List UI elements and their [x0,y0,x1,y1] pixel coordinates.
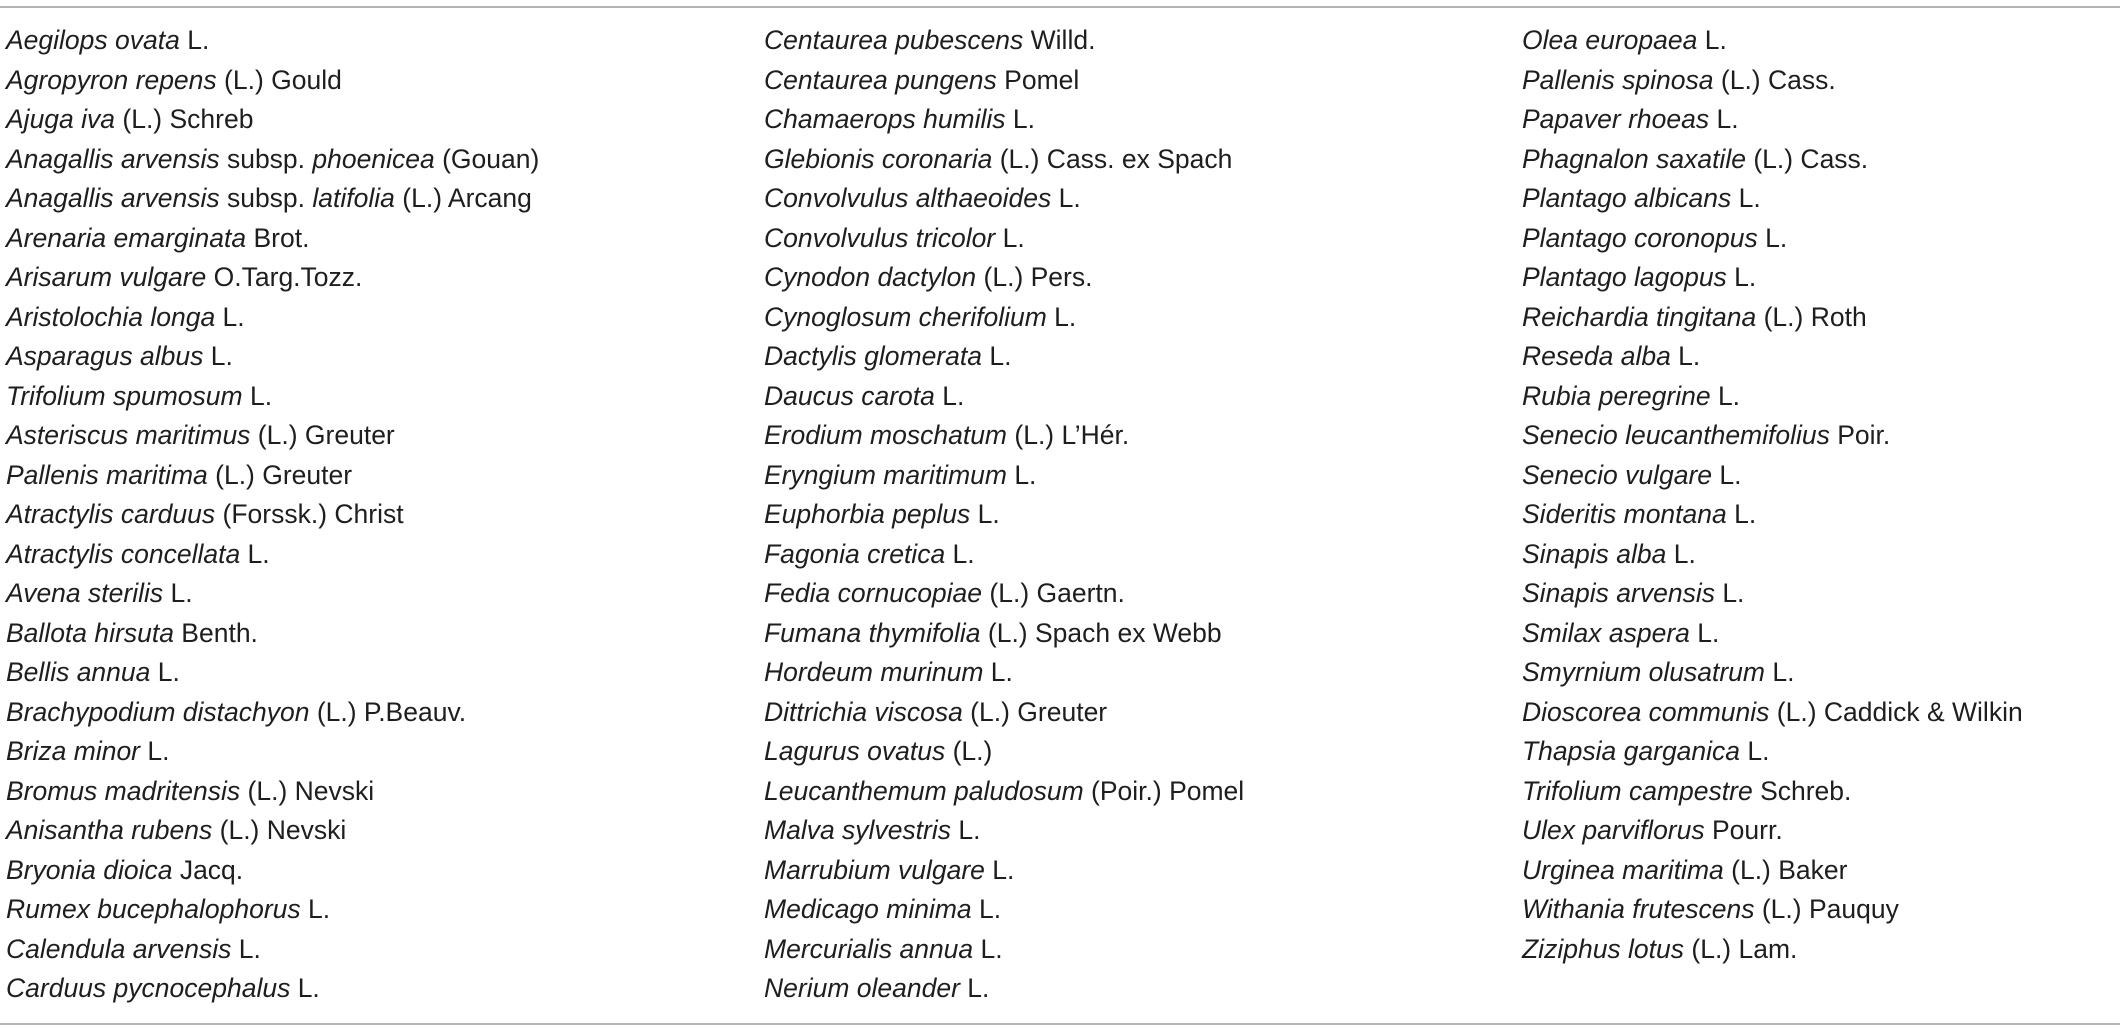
species-binomial: Withania frutescens [1522,894,1755,924]
species-authority: L. [1670,341,1701,371]
species-authority: L. [1726,262,1757,292]
species-entry [6,21,539,61]
species-entry [1522,653,2023,693]
species-binomial: Convolvulus althaeoides [764,183,1052,213]
species-binomial: Plantago albicans [1522,183,1732,213]
species-authority: Schreb. [1752,775,1852,806]
species-binomial: Phagnalon saxatile [1522,143,1746,174]
species-authority: L. [973,933,1003,964]
species-authority: (L.) Pers. [976,262,1093,292]
species-authority: L. [1046,301,1077,332]
species-authority: (L.) Roth [1756,301,1867,332]
species-binomial: Thapsia garganica [1522,736,1741,766]
species-binomial: Senecio leucanthemifolius [1522,420,1830,450]
species-binomial: Anagallis arvensis [6,183,220,213]
species-authority: (Poir.) Pomel [1083,775,1245,806]
species-authority: L. [290,973,320,1003]
species-entry [764,456,1244,496]
species-entry [6,298,539,338]
species-binomial: Pallenis maritima [6,459,208,490]
species-entry [764,693,1244,733]
species-entry [6,732,539,772]
species-entry [764,298,1244,338]
species-entry [764,535,1244,575]
species-entry [764,811,1244,851]
species-entry [1522,693,2023,733]
rank-marker: subsp. [219,183,313,213]
species-binomial: Euphorbia peplus [764,499,971,529]
species-binomial: Chamaerops humilis [764,104,1006,134]
species-entry [1522,614,2023,654]
species-binomial: Atractylis concellata [6,538,241,569]
species-binomial: Carduus pycnocephalus [6,973,291,1003]
species-authority: L. [995,222,1025,253]
species-entry [1522,495,2023,535]
species-binomial: Brachypodium distachyon [6,696,310,727]
species-authority: L. [1709,104,1739,134]
species-entry [6,614,539,654]
species-binomial: Bellis annua [6,657,151,687]
species-authority: L. [1666,538,1696,569]
species-authority: (L.) L’Hér. [1007,420,1130,450]
species-binomial: Briza minor [6,736,141,766]
species-authority: L. [934,380,965,411]
table-bottom-rule [0,1023,2120,1025]
species-binomial: Smyrnium olusatrum [1522,657,1765,687]
species-binomial: Atractylis carduus [6,499,216,529]
species-entry [764,219,1244,259]
species-binomial: Hordeum murinum [764,657,984,687]
species-entry [1522,179,2023,219]
species-authority: L. [1006,459,1037,490]
species-entry [1522,219,2023,259]
species-authority: (L.) P.Beauv. [309,696,467,727]
species-authority: Benth. [173,617,258,648]
species-binomial: Cynodon dactylon [764,262,977,292]
species-authority: O.Targ.Tozz. [206,262,363,292]
species-binomial: Pallenis spinosa [1522,64,1714,95]
species-entry [6,377,539,417]
species-entry [764,653,1244,693]
species-entry [764,969,1244,1009]
species-authority: (L.) Cass. ex Spach [992,143,1233,174]
species-binomial: Cynoglosum cherifolium [764,301,1047,332]
species-binomial: Malva sylvestris [764,815,952,845]
species-binomial: Sideritis montana [1522,499,1727,529]
species-binomial: Agropyron repens [6,64,217,95]
species-binomial: Reseda alba [1522,341,1671,371]
species-entry [764,495,1244,535]
species-binomial: Arisarum vulgare [6,262,207,292]
species-entry [764,337,1244,377]
species-authority: (Gouan) [434,143,540,174]
species-binomial: Fumana thymifolia [764,617,981,648]
species-binomial: Plantago coronopus [1522,222,1758,253]
species-authority: (L.) Greuter [962,696,1108,727]
species-authority: Brot. [246,222,310,253]
species-binomial: Ulex parviflorus [1522,815,1705,845]
species-binomial: Dioscorea communis [1522,696,1770,727]
species-entry [764,614,1244,654]
species-authority: (L.) Cass. [1713,64,1836,95]
species-authority: (L.) Gaertn. [982,578,1125,608]
species-entry [1522,574,2023,614]
infraspecific-epithet: latifolia [312,183,395,213]
species-binomial: Mercurialis annua [764,933,974,964]
species-entry [764,21,1244,61]
species-binomial: Ajuga iva [6,104,116,134]
species-binomial: Nerium oleander [764,973,960,1003]
species-authority: L. [984,854,1015,885]
species-binomial: Erodium moschatum [764,420,1008,450]
species-entry [1522,377,2023,417]
species-entry [6,456,539,496]
species-entry [1522,456,2023,496]
species-authority: L. [242,380,273,411]
species-binomial: Olea europaea [1522,25,1698,55]
species-authority: L. [959,973,990,1003]
species-binomial: Asparagus albus [6,341,204,371]
species-authority: L. [179,25,210,55]
species-entry [1522,140,2023,180]
species-authority: L. [240,538,270,569]
species-binomial: Daucus carota [764,380,935,411]
species-authority: (L.) Nevski [212,815,347,845]
species-entry [6,890,539,930]
species-authority: (L.) Caddick & Wilkin [1769,696,2023,727]
species-authority: L. [983,657,1013,687]
species-authority: (L.) Spach ex Webb [980,617,1222,648]
species-binomial: Asteriscus maritimus [6,420,251,450]
species-entry [764,416,1244,456]
species-authority: L. [971,894,1002,924]
species-entry [764,61,1244,101]
species-authority: L. [150,657,180,687]
species-authority: (L.) Greuter [207,459,353,490]
species-entry [6,811,539,851]
species-binomial: Convolvulus tricolor [764,222,996,253]
species-entry [6,100,539,140]
species-binomial: Papaver rhoeas [1522,104,1710,134]
species-entry [764,140,1244,180]
species-authority: L. [215,301,245,332]
species-binomial: Urginea maritima [1522,854,1724,885]
species-entry [6,179,539,219]
species-binomial: Centaurea pungens [764,64,997,95]
species-entry [1522,890,2023,930]
species-authority: L. [300,894,331,924]
species-authority: L. [140,736,170,766]
species-authority: L. [1740,736,1770,766]
species-authority: L. [1689,617,1720,648]
species-authority: (L.) Lam. [1684,933,1798,964]
species-entry [764,851,1244,891]
species-authority: (L.) Schreb [115,104,254,134]
species-entry [764,258,1244,298]
species-binomial: Aegilops ovata [6,25,180,55]
species-entry [6,535,539,575]
species-binomial: Eryngium maritimum [764,459,1007,490]
species-binomial: Fagonia cretica [764,538,946,569]
species-authority: (L.) Pauquy [1754,894,1899,924]
species-entry [1522,298,2023,338]
species-binomial: Arenaria emarginata [6,222,247,253]
species-entry [764,377,1244,417]
species-entry [1522,21,2023,61]
species-authority: (L.) Cass. [1745,143,1869,174]
species-binomial: Smilax aspera [1522,617,1690,648]
species-binomial: Centaurea pubescens [764,25,1024,55]
table-top-rule [0,6,2120,8]
species-authority: L. [1764,657,1795,687]
species-binomial: Reichardia tingitana [1522,301,1757,332]
species-entry [6,693,539,733]
species-authority: (L.) Gould [216,64,342,95]
species-entry [6,930,539,970]
species-entry [764,179,1244,219]
species-entry [6,61,539,101]
species-binomial: Medicago minima [764,894,972,924]
species-authority: L. [1714,578,1745,608]
species-authority: (Forssk.) Christ [215,499,404,529]
species-column-3 [1522,21,2023,969]
species-entry [1522,772,2023,812]
species-entry [6,219,539,259]
species-entry [1522,535,2023,575]
species-entry [6,337,539,377]
species-entry [764,930,1244,970]
species-entry [764,100,1244,140]
species-authority: (L.) [945,736,993,766]
species-binomial: Bryonia dioica [6,854,173,885]
species-column-2 [764,21,1244,1009]
species-entry [1522,258,2023,298]
species-binomial: Bromus madritensis [6,775,241,806]
species-authority: L. [231,933,261,964]
species-authority: Willd. [1023,25,1096,55]
rank-marker: subsp. [219,143,313,174]
species-authority: L. [1005,104,1036,134]
species-authority: L. [1757,222,1788,253]
species-authority: L. [951,815,981,845]
species-authority: L. [1731,183,1761,213]
species-binomial: Trifolium campestre [1522,775,1753,806]
species-entry [6,772,539,812]
species-entry [6,969,539,1009]
species-authority: L. [163,578,193,608]
species-entry [1522,851,2023,891]
species-authority: L. [945,538,975,569]
species-binomial: Avena sterilis [6,578,164,608]
species-binomial: Ziziphus lotus [1522,933,1685,964]
species-binomial: Aristolochia longa [6,301,216,332]
species-binomial: Leucanthemum paludosum [764,775,1084,806]
species-authority: (L.) Greuter [250,420,395,450]
species-entry [1522,61,2023,101]
species-authority: L. [1712,459,1742,490]
species-binomial: Dactylis glomerata [764,341,982,371]
species-binomial: Plantago lagopus [1522,262,1727,292]
species-authority: L. [203,341,233,371]
species-entry [6,416,539,456]
species-binomial: Lagurus ovatus [764,736,946,766]
species-entry [764,772,1244,812]
species-binomial: Senecio vulgare [1522,459,1713,490]
species-authority: (L.) Arcang [394,183,532,213]
species-authority: L. [970,499,1000,529]
species-binomial: Glebionis coronaria [764,143,993,174]
species-authority: Pourr. [1704,815,1783,845]
species-entry [6,851,539,891]
species-authority: L. [1697,25,1727,55]
species-binomial: Trifolium spumosum [6,380,243,411]
species-entry [1522,337,2023,377]
species-authority: L. [981,341,1012,371]
species-binomial: Anagallis arvensis [6,143,220,174]
species-binomial: Marrubium vulgare [764,854,985,885]
species-authority: L. [1710,380,1741,411]
species-entry [6,258,539,298]
species-entry [6,653,539,693]
species-column-1 [6,21,539,1009]
species-entry [6,574,539,614]
species-entry [6,495,539,535]
species-entry [6,140,539,180]
infraspecific-epithet: phoenicea [312,143,435,174]
species-entry [1522,811,2023,851]
species-entry [1522,732,2023,772]
species-entry [1522,930,2023,970]
species-binomial: Fedia cornucopiae [764,578,983,608]
species-entry [764,890,1244,930]
species-authority: L. [1051,183,1081,213]
species-binomial: Sinapis arvensis [1522,578,1715,608]
species-binomial: Rubia peregrine [1522,380,1711,411]
species-binomial: Dittrichia viscosa [764,696,963,727]
species-binomial: Calendula arvensis [6,933,232,964]
species-authority: (L.) Nevski [240,775,375,806]
species-binomial: Anisantha rubens [6,815,213,845]
species-authority: Pomel [996,64,1080,95]
species-binomial: Ballota hirsuta [6,617,174,648]
species-entry [1522,100,2023,140]
species-entry [764,732,1244,772]
species-authority: Jacq. [172,854,244,885]
species-entry [764,574,1244,614]
species-authority: (L.) Baker [1723,854,1848,885]
species-authority: L. [1726,499,1757,529]
species-binomial: Rumex bucephalophorus [6,894,301,924]
species-entry [1522,416,2023,456]
species-binomial: Sinapis alba [1522,538,1667,569]
species-authority: Poir. [1829,420,1891,450]
